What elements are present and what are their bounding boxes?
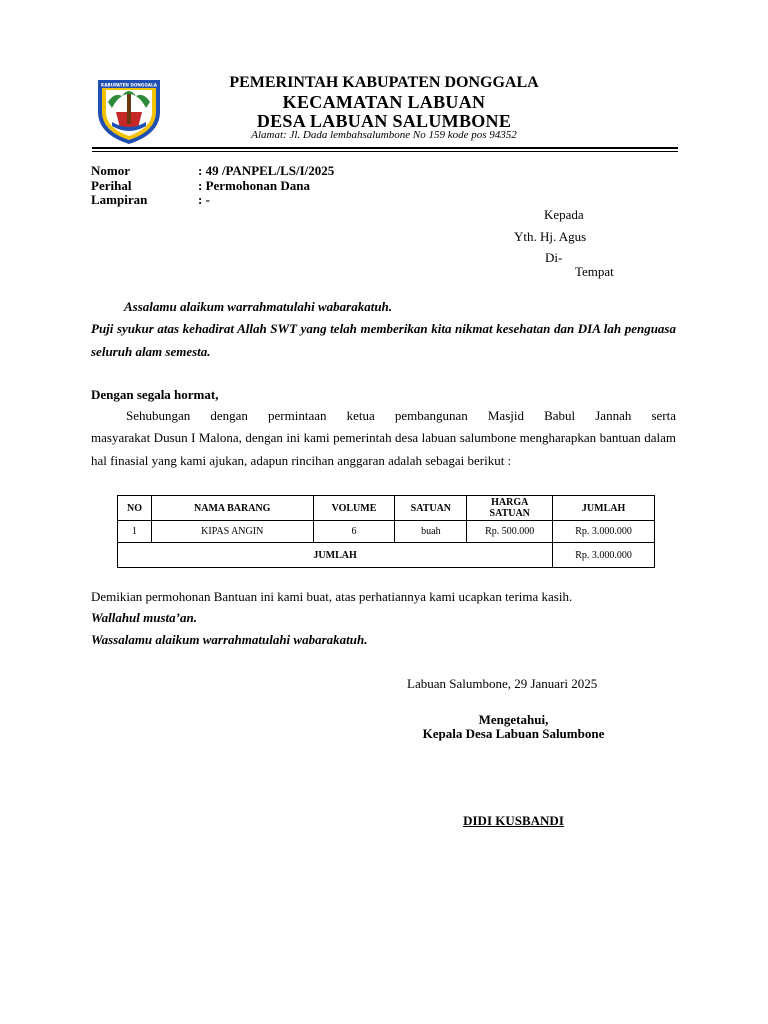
- cell-nama-barang: KIPAS ANGIN: [151, 521, 313, 543]
- letterhead-regency: PEMERINTAH KABUPATEN DONGGALA: [229, 74, 539, 91]
- greeting: Assalamu alaikum warrahmatulahi wabarakatuh.: [124, 299, 393, 314]
- letterhead-village: DESA LABUAN SALUMBONE: [256, 111, 512, 131]
- header-harga-line1: HARGA: [491, 497, 529, 508]
- place-date: Labuan Salumbone, 29 Januari 2025: [407, 676, 598, 691]
- recipient-kepada: Kepada: [544, 207, 584, 222]
- header-volume: VOLUME: [313, 496, 395, 521]
- letterhead-rule-thick: [92, 147, 678, 149]
- wallahul-line: Wallahul musta’an.: [91, 610, 197, 625]
- signer-position: Kepala Desa Labuan Salumbone: [422, 726, 605, 741]
- cell-harga-satuan: Rp. 500.000: [467, 521, 553, 543]
- perihal-label: Perihal: [91, 178, 132, 193]
- total-value: Rp. 3.000.000: [553, 543, 655, 568]
- letterhead-district: KECAMATAN LABUAN: [282, 92, 486, 112]
- recipient-di: Di-: [545, 250, 563, 265]
- cell-satuan: buah: [395, 521, 467, 543]
- letterhead-address: Alamat: Jl. Dada lembahsalumbone No 159 kode pos 94352: [251, 129, 517, 141]
- header-nama-barang: NAMA BARANG: [151, 496, 313, 521]
- header-harga-satuan: [467, 496, 553, 521]
- header-harga-line2: SATUAN: [489, 508, 530, 519]
- praise-paragraph: Puji syukur atas kehadirat Allah SWT yang telah memberikan kita nikmat kesehatan dan DIA lah penguasa seluruh alam semesta.: [91, 321, 676, 359]
- signer-name: DIDI KUSBANDI: [463, 813, 564, 828]
- respect-line: Dengan segala hormat,: [91, 387, 219, 402]
- logo-lettering: KABUPATEN DONGGALA: [101, 82, 157, 88]
- lampiran-label: Lampiran: [91, 192, 148, 207]
- intro-first-line: Sehubungan dengan permintaan ketua pembangunan Masjid Babul Jannah serta: [126, 408, 676, 423]
- intro-paragraph: masyarakat Dusun I Malona, dengan ini kami pemerintah desa labuan salumbone mengharapkan bantuan dalam hal finasial yang kami ajukan, adapun rincihan anggaran adalah sebagai berikut :: [91, 430, 676, 468]
- cell-jumlah: Rp. 3.000.000: [553, 521, 655, 543]
- nomor-label: Nomor: [91, 163, 130, 178]
- nomor-value: : 49 /PANPEL/LS/I/2025: [198, 163, 335, 178]
- total-label: JUMLAH: [118, 543, 553, 568]
- letterhead-rule-thin: [92, 151, 678, 152]
- table-total-row: [118, 543, 655, 568]
- recipient-name: Yth. Hj. Agus: [514, 229, 587, 244]
- recipient-tempat: Tempat: [575, 264, 614, 279]
- salam-penutup: Wassalamu alaikum warrahmatulahi wabarakatuh.: [91, 632, 368, 647]
- table-header-row: [118, 496, 655, 521]
- lampiran-value: : -: [198, 192, 210, 207]
- perihal-value: : Permohonan Dana: [198, 178, 310, 193]
- table-row: [118, 521, 655, 543]
- cell-volume: 6: [313, 521, 395, 543]
- budget-table: [117, 495, 655, 568]
- closing-line: Demikian permohonan Bantuan ini kami buat, atas perhatiannya kami ucapkan terima kasih.: [91, 589, 573, 604]
- cell-no: 1: [118, 521, 152, 543]
- header-jumlah: JUMLAH: [553, 496, 655, 521]
- header-no: NO: [118, 496, 152, 521]
- header-satuan: SATUAN: [395, 496, 467, 521]
- mengetahui: Mengetahui,: [478, 712, 549, 727]
